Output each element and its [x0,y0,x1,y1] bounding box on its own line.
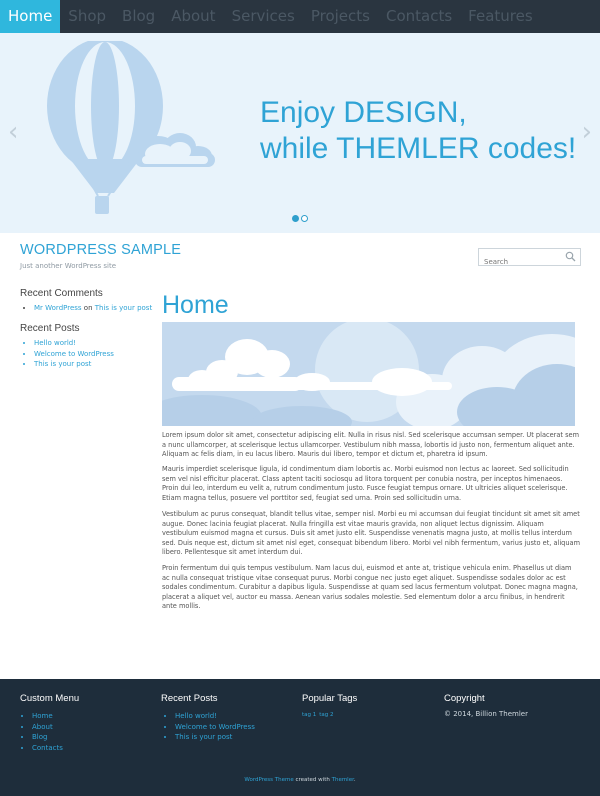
credit-created-with: created with [295,777,330,783]
popular-tags-heading: Popular Tags [302,693,358,704]
content-paragraph: Vestibulum ac purus consequat, blandit tellus vitae, semper nisl. Morbi eu mi accumsan dui feugiat tincidunt sit amet sit amet augue. Donec lacinia feugiat placerat. Nulla fringilla est vitae mauris gravida, non aliquet lectus dignissim. Aliquam vestibulum euismod magna et cursus. Duis sit amet justo elit. Suspendisse venenatis magna justo, at mollis tellus interdum sed. Duis neque est, dictum sit amet nisl eget, consequat bibendum libero. Morbi vel nibh fermentum, varius justo et, aliquam libero. Pellentesque sit amet interdum dui. [162,510,581,557]
tag-cloud [302,712,334,718]
magnifier-icon[interactable] [565,251,576,262]
recent-post-link[interactable]: • This is your post [34,359,114,370]
hero-line-2: while THEMLER codes! [260,132,577,165]
nav-item-about[interactable]: About [171,7,216,25]
footer-menu-contacts[interactable]: • Contacts [32,743,63,754]
comment-author-link[interactable]: Mr WordPress [34,304,82,312]
footer-recent-posts-heading: Recent Posts [161,693,218,704]
search-box [478,248,581,266]
search-input[interactable] [479,254,559,270]
comment-post-link[interactable]: This is your post [94,304,153,312]
nav-item-blog[interactable]: Blog [122,7,156,25]
hero-slider [0,33,600,233]
hero-headline [260,95,576,167]
main-nav [0,0,600,33]
clouds-graphic [162,322,575,426]
nav-item-features[interactable]: Features [468,7,533,25]
slider-prev-icon[interactable]: ‹ [8,117,19,147]
footer-post-link[interactable]: • Welcome to WordPress [175,722,255,733]
copyright-heading: Copyright [444,693,485,704]
hero-line-1: Enjoy DESIGN, [260,96,467,129]
recent-posts-heading: Recent Posts [20,323,80,334]
page-title: Home [162,291,229,319]
credit-period: . [353,777,356,783]
hot-air-balloon-illustration [30,41,230,226]
recent-post-link[interactable]: • Hello world! [34,338,114,349]
site-tagline: Just another WordPress site [20,262,117,270]
tag-link[interactable]: tag 2 [319,712,334,718]
site-footer [0,679,600,796]
slider-dot-2[interactable] [301,215,308,222]
footer-post-link[interactable]: • Hello world! [175,711,255,722]
slider-dot-1[interactable] [292,215,299,222]
recent-posts-list [24,338,114,370]
themler-link[interactable]: Themler [331,777,354,783]
slider-dots [292,215,308,222]
recent-comment-item [34,303,152,314]
content-paragraph: Mauris imperdiet scelerisque ligula, id condimentum diam lobortis ac. Morbi euismod non lectus ac laoreet. Sed sollicitudin sem vel nisl efficitur placerat. Class aptent taciti sociosqu ad litora torquent per conubia nostra, per inceptos himenaeos. Proin dui leo, interdum eu velit a, rutrum condimentum justo. Fusce feugiat tempus ornare. Ut ultricies aliquet scelerisque. Etiam magna tellus, posuere vel porttitor sed, feugiat sed urna. Proin sed sollicitudin urna. [162,465,569,502]
nav-item-shop[interactable]: Shop [68,7,107,25]
footer-menu-about[interactable]: • About [32,722,63,733]
recent-comments-heading: Recent Comments [20,288,103,299]
comment-on-text: on [83,304,93,312]
nav-item-projects[interactable]: Projects [310,7,370,25]
footer-menu-blog[interactable]: • Blog [32,732,63,743]
custom-menu-list [22,711,63,753]
tag-link[interactable]: tag 1 [302,712,317,718]
theme-credit [0,777,600,783]
recent-post-link[interactable]: • Welcome to WordPress [34,349,114,360]
wordpress-theme-link[interactable]: WordPress Theme [244,777,294,783]
site-title[interactable]: WORDPRESS SAMPLE [20,242,182,258]
content-paragraph: Proin fermentum dui quis tempus vestibulum. Nam lacus dui, euismod et ante at, tristique vehicula enim. Phasellus ut diam ac nulla consequat tristique vitae consequat purus. Morbi congue nec justo eget aliquet. Suspendisse sodales dolor ac est sodales condimentum. Curabitur a dapibus ligula. Suspendisse at quam sed lacus fermentum volutpat. Donec magna magna, placerat a aliquet vel, auctor eu massa. Aenean varius sodales molestie. Sed elementum dolor a arcu finibus, in hendrerit ante mollis. [162,564,578,611]
recent-comments-list [24,303,152,314]
nav-item-home[interactable]: Home [0,0,60,33]
clouds-illustration [162,322,575,426]
nav-item-services[interactable]: Services [231,7,295,25]
custom-menu-heading: Custom Menu [20,693,80,704]
footer-menu-home[interactable]: • Home [32,711,63,722]
slider-next-icon[interactable]: › [581,117,592,147]
footer-post-link[interactable]: • This is your post [175,732,255,743]
nav-item-contacts[interactable]: Contacts [385,7,453,25]
copyright-text: © 2014, Billion Themler [444,710,528,718]
footer-recent-posts-list [165,711,255,743]
content-paragraph: Lorem ipsum dolor sit amet, consectetur adipiscing elit. Nulla in risus nisl. Sed scelerisque accumsan semper. Ut placerat sem a nunc ullamcorper, at scelerisque lectus ullamcorper. Vestibulum nibh massa, lobortis id justo non, fermentum aliquet ante. Aliquam ac felis diam, in eu lacus libero. Mauris dui libero, tempor et dictum et, pharetra id ipsum. [162,431,580,459]
